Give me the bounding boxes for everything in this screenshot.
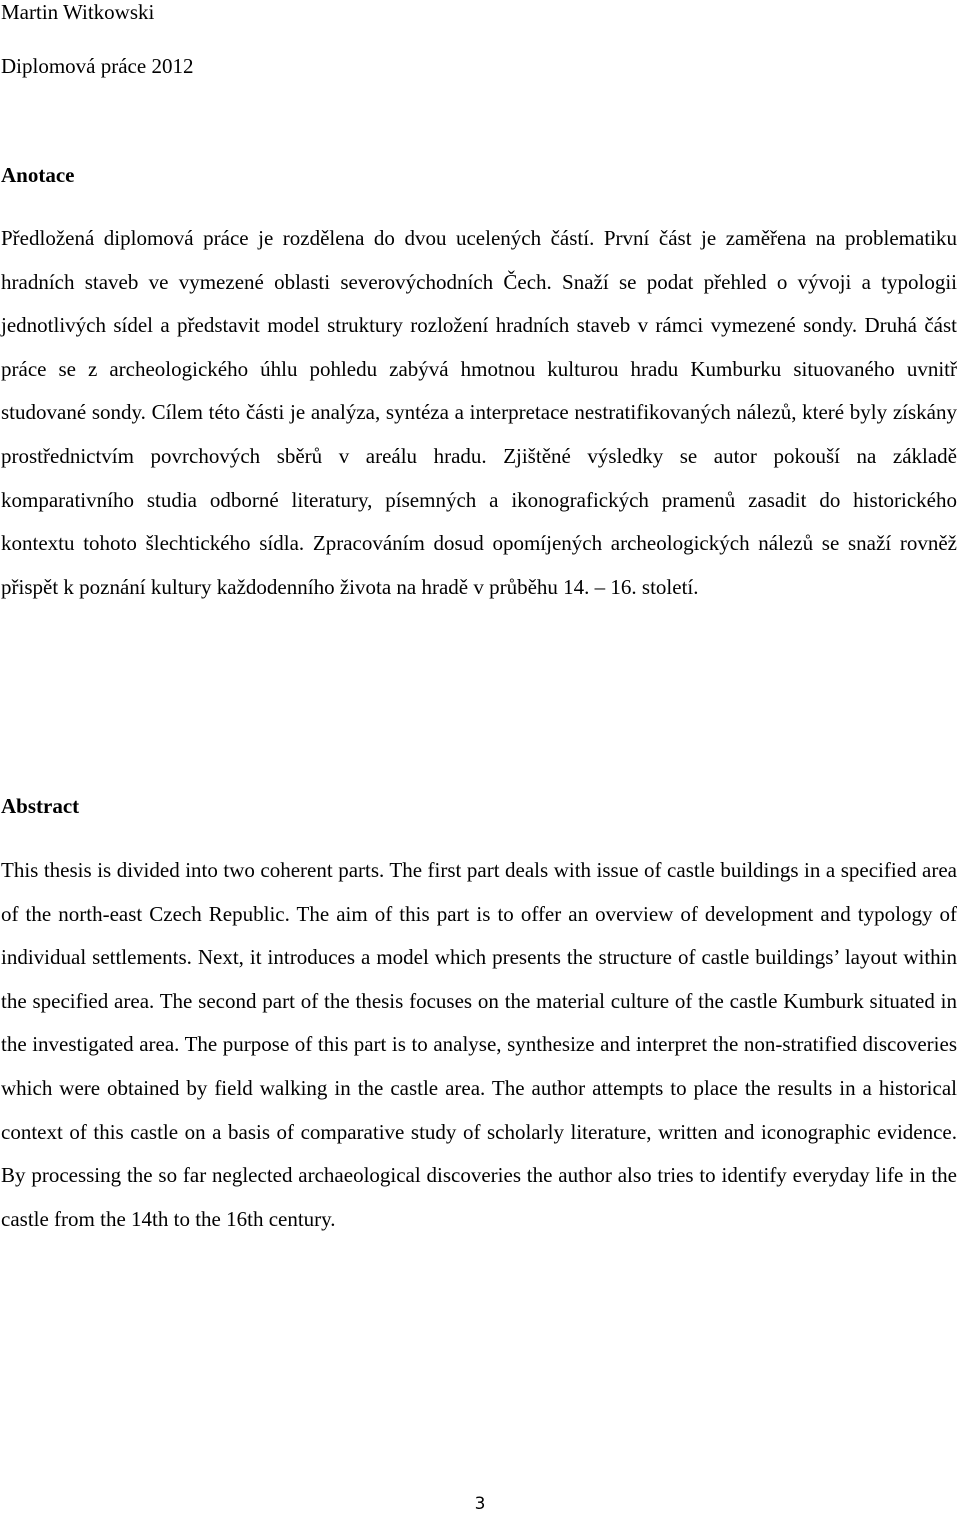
page-number: 3 [474,1494,486,1514]
thesis-title: Diplomová práce 2012 [1,54,194,78]
anotace-paragraph: Předložená diplomová práce je rozdělena do dvou ucelených částí. První část je zaměřena na problematiku hradních staveb ve vymezené oblasti severovýchodních Čech. Snaží se podat přehled o vývoji a typologii jednotlivých sídel a představit model struktury rozložení hradních staveb v rámci vymezené sondy. Druhá část práce se z archeologického úhlu pohledu zabývá hmotnou kulturou hradu Kumburku situovaného uvnitř studované sondy. Cílem této části je analýza, syntéza a interpretace nestratifikovaných nálezů, které byly získány prostřednictvím povrchových sběrů v areálu hradu. Zjištěné výsledky se autor pokouší na základě komparativního studia odborné literatury, písemných a ikonografických pramenů zasadit do historického kontextu tohoto šlechtického sídla. Zpracováním dosud opomíjených archeologických nálezů se snaží rovněž přispět k poznání kultury každodenního života na hradě v průběhu 14. – 16. století. [1,226,957,599]
abstract-heading: Abstract [1,794,80,818]
anotace-heading: Anotace [1,163,75,187]
author-name: Martin Witkowski [1,0,155,24]
abstract-paragraph: This thesis is divided into two coherent parts. The first part deals with issue of castle buildings in a specified area of the north-east Czech Republic. The aim of this part is to offer an overview of development and typology of individual settlements. Next, it introduces a model which presents the structure of castle buildings’ layout within the specified area. The second part of the thesis focuses on the material culture of the castle Kumburk situated in the investigated area. The purpose of this part is to analyse, synthesize and interpret the non-stratified discoveries which were obtained by field walking in the castle area. The author attempts to place the results in a historical context of this castle on a basis of comparative study of scholarly literature, written and iconographic evidence. By processing the so far neglected archaeological discoveries the author also tries to identify everyday life in the castle from the 14th to the 16th century. [1,858,957,1231]
